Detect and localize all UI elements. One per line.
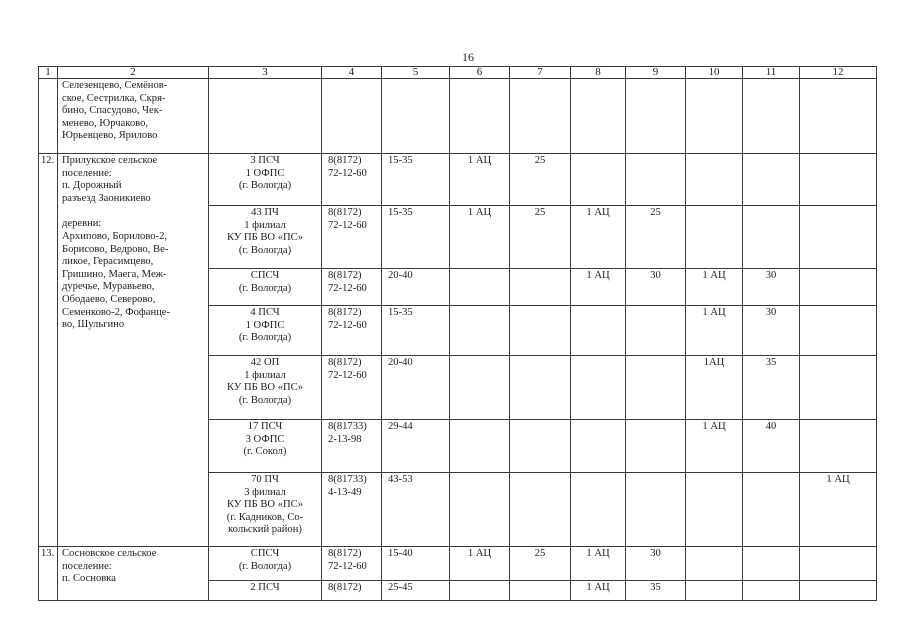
page-number: 16 xyxy=(462,50,474,64)
settlement-cell xyxy=(58,547,209,601)
arrival-time-cell-text: 15-35 xyxy=(388,155,413,166)
unit-cell-text: 70 ПЧ 3 филиал КУ ПБ ВО «ПС» (г. Кадников, Со- кольский район) xyxy=(226,474,304,536)
unit-cell xyxy=(209,420,322,473)
arrival-time-cell-text: 20-40 xyxy=(388,270,413,281)
settlement-cell xyxy=(58,154,209,547)
col11-cell-text: 35 xyxy=(765,357,777,368)
arrival-time-cell xyxy=(382,356,450,420)
col10-cell-text: 1 АЦ xyxy=(702,270,726,281)
col10-cell xyxy=(686,206,743,269)
col6-cell-text: 1 АЦ xyxy=(467,207,492,218)
col8-cell xyxy=(571,473,626,547)
phone-cell-text: 8(8172) 72-12-60 xyxy=(328,207,367,231)
phone-cell xyxy=(322,547,382,581)
col7-cell xyxy=(510,206,571,269)
unit-cell-text: СПСЧ (г. Вологда) xyxy=(238,270,292,294)
unit-cell xyxy=(209,206,322,269)
unit-cell xyxy=(209,154,322,206)
col12-cell xyxy=(800,306,877,356)
col11-cell-text: 40 xyxy=(765,421,777,432)
col11-cell xyxy=(743,206,800,269)
unit-cell xyxy=(209,581,322,601)
unit-cell-text: 4 ПСЧ 1 ОФПС (г. Вологда) xyxy=(238,307,292,344)
col8-cell-text: 1 АЦ xyxy=(586,582,610,593)
col10-cell xyxy=(686,547,743,581)
unit-cell xyxy=(209,473,322,547)
col10-cell-text: 1 АЦ xyxy=(702,307,726,318)
arrival-time-cell-text: 43-53 xyxy=(388,474,413,485)
col6-cell-text: 1 АЦ xyxy=(467,548,492,559)
col7-cell xyxy=(510,269,571,306)
col9-cell xyxy=(626,154,686,206)
col10-cell xyxy=(686,356,743,420)
col8-cell-text: 1 АЦ xyxy=(586,270,610,281)
phone-cell-text: 8(8172) 72-12-60 xyxy=(328,548,367,572)
col7-cell-text: 25 xyxy=(534,548,546,559)
col10-cell xyxy=(686,306,743,356)
col8-cell xyxy=(571,154,626,206)
col12-cell xyxy=(800,269,877,306)
col7-cell xyxy=(510,420,571,473)
col11-cell xyxy=(743,306,800,356)
col-num: 9 xyxy=(626,67,686,79)
col10-cell-text: 1АЦ xyxy=(703,357,725,368)
col9-cell xyxy=(626,581,686,601)
col-num: 7 xyxy=(510,67,571,79)
table-row xyxy=(39,154,877,206)
table-row xyxy=(39,79,877,154)
unit-cell xyxy=(209,306,322,356)
response-schedule-table xyxy=(38,66,877,601)
col7-cell xyxy=(510,306,571,356)
col6-cell-text: 1 АЦ xyxy=(467,155,492,166)
col7-cell xyxy=(510,581,571,601)
col-num: 10 xyxy=(686,67,743,79)
row-number xyxy=(39,547,58,601)
unit-cell-text: 17 ПСЧ 3 ОФПС (г. Сокол) xyxy=(243,421,287,458)
phone-cell-text: 8(8172) 72-12-60 xyxy=(328,357,367,381)
col12-cell xyxy=(800,154,877,206)
col11-cell xyxy=(743,547,800,581)
phone-cell xyxy=(322,356,382,420)
unit-cell xyxy=(209,547,322,581)
col10-cell-text: 1 АЦ xyxy=(702,421,726,432)
col-num: 3 xyxy=(209,67,322,79)
arrival-time-cell xyxy=(382,154,450,206)
settlement-text: Прилукское сельское поселение: п. Дорожный разъезд Заоникиево xyxy=(62,155,158,204)
col11-cell xyxy=(743,154,800,206)
phone-cell xyxy=(322,154,382,206)
col-num: 6 xyxy=(450,67,510,79)
col8-cell-text: 1 АЦ xyxy=(586,548,610,559)
col9-cell-text: 30 xyxy=(650,270,661,281)
row-number-text: 12. xyxy=(41,155,55,166)
col6-cell xyxy=(450,420,510,473)
arrival-time-cell xyxy=(382,269,450,306)
col9-cell xyxy=(626,356,686,420)
col8-cell xyxy=(571,547,626,581)
arrival-time-cell-text: 20-40 xyxy=(388,357,413,368)
col12-cell xyxy=(800,356,877,420)
col7-cell xyxy=(510,547,571,581)
col-num: 5 xyxy=(382,67,450,79)
col6-cell xyxy=(450,154,510,206)
col-num: 2 xyxy=(58,67,209,79)
arrival-time-cell xyxy=(382,547,450,581)
col11-cell-text: 30 xyxy=(765,270,777,281)
phone-cell xyxy=(322,269,382,306)
unit-cell-text: СПСЧ (г. Вологда) xyxy=(238,548,292,572)
col12-cell xyxy=(800,547,877,581)
col12-cell xyxy=(800,420,877,473)
col9-cell xyxy=(626,206,686,269)
col7-cell-text: 25 xyxy=(534,155,546,166)
arrival-time-cell-text: 29-44 xyxy=(388,421,413,432)
settlement-list: Селезенцево, Семёнов- ское, Сестрилка, Скря- бино, Спасудово, Чек- менево, Юрчаково, Юрьевцево, Ярилово xyxy=(62,80,168,142)
col7-cell xyxy=(510,473,571,547)
col10-cell xyxy=(686,473,743,547)
phone-cell xyxy=(322,206,382,269)
row-number-text: 13. xyxy=(41,548,55,559)
col6-cell xyxy=(450,547,510,581)
unit-cell xyxy=(209,269,322,306)
col6-cell xyxy=(450,356,510,420)
col6-cell xyxy=(450,269,510,306)
col6-cell xyxy=(450,306,510,356)
col-num: 8 xyxy=(571,67,626,79)
arrival-time-cell xyxy=(382,206,450,269)
arrival-time-cell-text: 15-35 xyxy=(388,307,413,318)
col10-cell xyxy=(686,420,743,473)
col10-cell xyxy=(686,269,743,306)
phone-cell xyxy=(322,306,382,356)
col-num: 11 xyxy=(743,67,800,79)
col-num: 4 xyxy=(322,67,382,79)
arrival-time-cell xyxy=(382,306,450,356)
col7-cell xyxy=(510,356,571,420)
arrival-time-cell-text: 15-35 xyxy=(388,207,413,218)
phone-cell xyxy=(322,581,382,601)
unit-cell-text: 43 ПЧ 1 филиал КУ ПБ ВО «ПС» (г. Вологда) xyxy=(226,207,304,256)
column-number-row xyxy=(39,67,877,79)
col10-cell xyxy=(686,581,743,601)
phone-cell xyxy=(322,420,382,473)
unit-cell-text: 2 ПСЧ xyxy=(250,582,280,593)
row-number xyxy=(39,154,58,547)
col11-cell-text: 30 xyxy=(765,307,777,318)
phone-cell-text: 8(8172) 72-12-60 xyxy=(328,270,367,294)
col9-cell-text: 25 xyxy=(650,207,661,218)
phone-cell-text: 8(8172) xyxy=(328,582,362,593)
unit-cell xyxy=(209,356,322,420)
arrival-time-cell-text: 15-40 xyxy=(388,548,413,559)
table-row xyxy=(39,547,877,581)
col12-cell xyxy=(800,473,877,547)
settlement-text: Сосновское сельское поселение: п. Сосновка xyxy=(62,548,157,585)
col6-cell xyxy=(450,206,510,269)
arrival-time-cell xyxy=(382,420,450,473)
phone-cell-text: 8(8172) 72-12-60 xyxy=(328,307,367,331)
col9-cell xyxy=(626,547,686,581)
col8-cell xyxy=(571,269,626,306)
col11-cell xyxy=(743,420,800,473)
col6-cell xyxy=(450,581,510,601)
col-num: 1 xyxy=(39,67,58,79)
col11-cell xyxy=(743,581,800,601)
col8-cell-text: 1 АЦ xyxy=(586,207,610,218)
phone-cell xyxy=(322,473,382,547)
col8-cell xyxy=(571,206,626,269)
col-num: 12 xyxy=(800,67,877,79)
col8-cell xyxy=(571,306,626,356)
col8-cell xyxy=(571,581,626,601)
col7-cell xyxy=(510,154,571,206)
col9-cell xyxy=(626,473,686,547)
col12-cell xyxy=(800,206,877,269)
col8-cell xyxy=(571,356,626,420)
col6-cell xyxy=(450,473,510,547)
col8-cell xyxy=(571,420,626,473)
col9-cell-text: 35 xyxy=(650,582,661,593)
arrival-time-cell xyxy=(382,473,450,547)
unit-cell-text: 42 ОП 1 филиал КУ ПБ ВО «ПС» (г. Вологда) xyxy=(226,357,304,406)
col11-cell xyxy=(743,356,800,420)
col9-cell xyxy=(626,269,686,306)
arrival-time-cell-text: 25-45 xyxy=(388,582,413,593)
col9-cell xyxy=(626,306,686,356)
col7-cell-text: 25 xyxy=(534,207,546,218)
phone-cell-text: 8(81733) 2-13-98 xyxy=(328,421,367,445)
col12-cell xyxy=(800,581,877,601)
settlement-text: деревни: Архипово, Борилово-2, Борисово, Ведрово, Ве- ликое, Герасимцево, Гришино, Маега, Меж- дуречье, Муравьево, Ободаево, Северово, Семенково-2, Фофанце- во, Шульгино xyxy=(62,218,171,331)
phone-cell-text: 8(8172) 72-12-60 xyxy=(328,155,367,179)
phone-cell-text: 8(81733) 4-13-49 xyxy=(328,474,367,498)
col10-cell xyxy=(686,154,743,206)
col11-cell xyxy=(743,473,800,547)
arrival-time-cell xyxy=(382,581,450,601)
col11-cell xyxy=(743,269,800,306)
col9-cell-text: 30 xyxy=(650,548,661,559)
col9-cell xyxy=(626,420,686,473)
col12-cell-text: 1 АЦ xyxy=(826,474,850,485)
unit-cell-text: 3 ПСЧ 1 ОФПС (г. Вологда) xyxy=(238,155,292,192)
